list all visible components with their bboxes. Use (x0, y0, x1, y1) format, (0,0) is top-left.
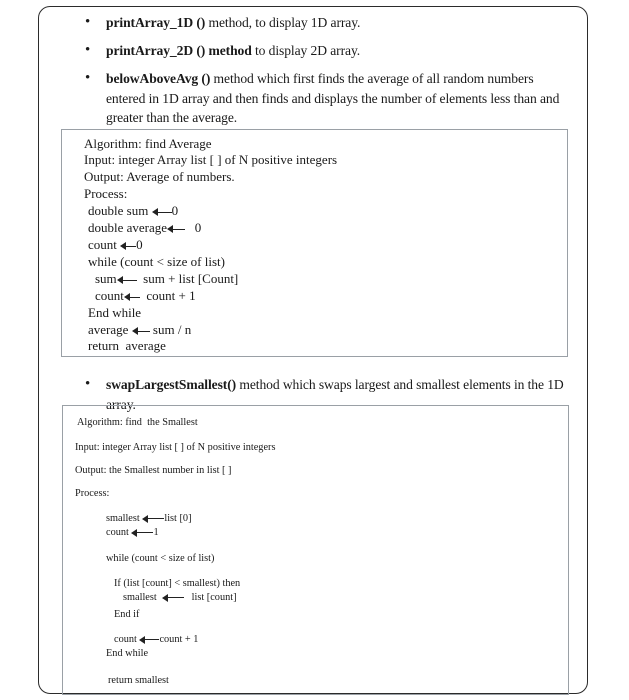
left-arrow-icon (142, 515, 164, 523)
bullet-print-1d: printArray_1D () method, to display 1D array. (106, 15, 361, 30)
bullet-dot: • (85, 70, 91, 86)
left-arrow-icon (167, 225, 185, 233)
code-line: End while (88, 305, 142, 320)
left-arrow-icon (120, 242, 136, 250)
code-line: smallest list [count] (123, 592, 237, 603)
left-arrow-icon (139, 636, 159, 644)
code-line: smallest list [0] (106, 513, 192, 524)
code-line: End while (106, 648, 149, 659)
code-line: count 0 (88, 237, 143, 252)
algorithm-title: Algorithm: find Average (84, 136, 212, 151)
algorithm-smallest-box (62, 405, 569, 695)
bullet-dot: • (85, 376, 91, 392)
code-line: count 1 (106, 527, 159, 538)
left-arrow-icon (124, 293, 140, 301)
algorithm-output: Output: the Smallest number in list [ ] (75, 465, 232, 476)
algorithm-average-box (61, 129, 568, 357)
code-line: double average 0 (88, 220, 202, 235)
code-line: while (count < size of list) (88, 254, 225, 269)
bullet-swap-largest-smallest: swapLargestSmallest() method which swaps largest and smallest elements in the 1D array. (106, 377, 564, 412)
left-arrow-icon (162, 594, 184, 602)
code-line: End if (114, 609, 140, 620)
code-line: while (count < size of list) (106, 553, 215, 564)
code-line: count count + 1 (114, 634, 199, 645)
code-line: double sum 0 (88, 203, 179, 218)
bullet-dot: • (85, 42, 91, 58)
bullet-dot: • (85, 14, 91, 30)
left-arrow-icon (131, 529, 153, 537)
algorithm-process-label: Process: (75, 488, 110, 499)
code-line: count count + 1 (95, 288, 196, 303)
algorithm-process-label: Process: (84, 186, 128, 201)
left-arrow-icon (132, 327, 150, 335)
algorithm-title: Algorithm: find the Smallest (77, 417, 198, 428)
left-arrow-icon (117, 276, 137, 284)
algorithm-input: Input: integer Array list [ ] of N positive integers (75, 442, 276, 453)
code-line: average sum / n (88, 322, 192, 337)
code-line: return average (88, 338, 166, 353)
algorithm-output: Output: Average of numbers. (84, 169, 235, 184)
algorithm-input: Input: integer Array list [ ] of N positive integers (84, 152, 338, 167)
code-line: sum sum + list [Count] (95, 271, 239, 286)
code-line: If (list [count] < smallest) then (114, 578, 241, 589)
bullet-print-2d: printArray_2D () method to display 2D array. (106, 43, 361, 58)
bullet-below-above-avg: belowAboveAvg () method which first finds the average of all random numbers entered in 1D array and then finds and displays the number of elements less than and greater than the average. (106, 71, 560, 125)
left-arrow-icon (152, 208, 172, 216)
code-line: return smallest (108, 675, 169, 686)
